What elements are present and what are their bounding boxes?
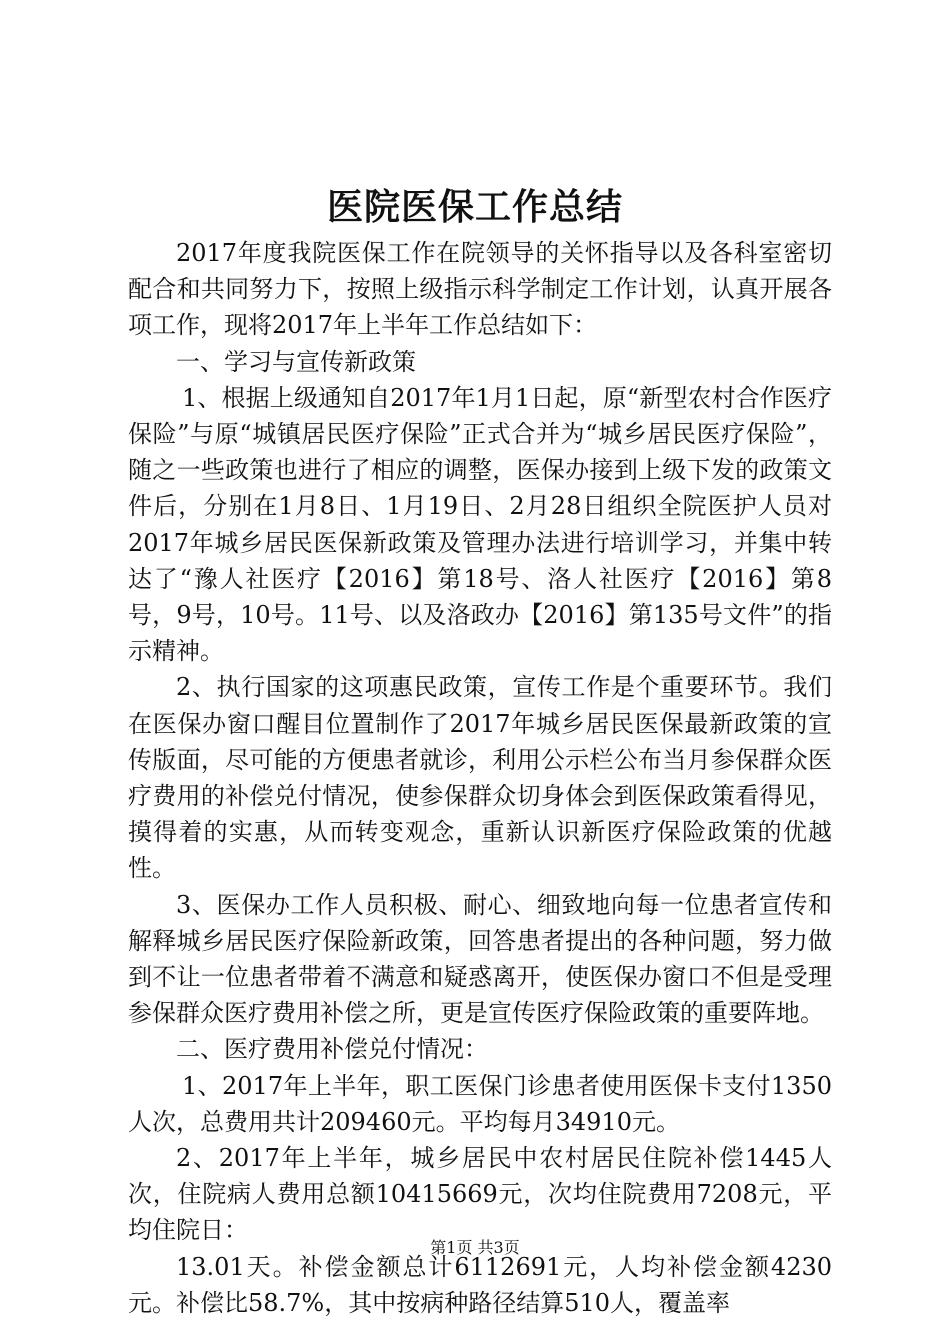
section-heading-2: 二、医疗费用补偿兑付情况：: [176, 1035, 488, 1064]
paragraph-item-2-2-cont: 13.01天。补偿金额总计6112691元，人均补偿金额4230元。补偿比58.7%，其中按病种路径结算510人，覆盖率: [128, 1252, 832, 1317]
document-body: [128, 235, 832, 1321]
paragraph-item-2-1: 1、2017年上半年，职工医保门诊患者使用医保卡支付1350人次，总费用共计209460元。平均每月34910元。: [128, 1071, 832, 1136]
page-number-footer: 第1页 共3页: [430, 1238, 520, 1257]
section-heading-1: 一、学习与宣传新政策: [176, 347, 416, 376]
document-title: 医院医保工作总结: [326, 186, 623, 228]
paragraph-item-1-1: 1、根据上级通知自2017年1月1日起，原“新型农村合作医疗保险”与原“城镇居民医疗保险”正式合并为“城乡居民医疗保险”，随之一些政策也进行了相应的调整，医保办接到上级下发的政策文件后，分别在1月8日、1月19日、2月28日组织全院医护人员对2017年城乡居民医保新政策及管理办法进行培训学习，并集中转达了“豫人社医疗【2016】第18号、洛人社医疗【2016】第8号，9号，10号。11号、以及洛政办【2016】第135号文件”的指示精神。: [128, 383, 832, 666]
paragraph-intro: 2017年度我院医保工作在院领导的关怀指导以及各科室密切配合和共同努力下，按照上级指示科学制定工作计划，认真开展各项工作，现将2017年上半年工作总结如下：: [128, 239, 832, 340]
paragraph-item-1-3: 3、医保办工作人员积极、耐心、细致地向每一位患者宣传和解释城乡居民医疗保险新政策，回答患者提出的各种问题，努力做到不让一位患者带着不满意和疑惑离开，使医保办窗口不但是受理参保群众医疗费用补偿之所，更是宣传医疗保险政策的重要阵地。: [128, 890, 832, 1028]
paragraph-item-1-2: 2、执行国家的这项惠民政策，宣传工作是个重要环节。我们在医保办窗口醒目位置制作了2017年城乡居民医保最新政策的宣传版面，尽可能的方便患者就诊，利用公示栏公布当月参保群众医疗费用的补偿兑付情况，使参保群众切身体会到医保政策看得见，摸得着的实惠，从而转变观念，重新认识新医疗保险政策的优越性。: [128, 673, 832, 883]
paragraph-item-2-2: 2、2017年上半年，城乡居民中农村居民住院补偿1445人次，住院病人费用总额10415669元，次均住院费用7208元，平均住院日：: [128, 1144, 832, 1245]
